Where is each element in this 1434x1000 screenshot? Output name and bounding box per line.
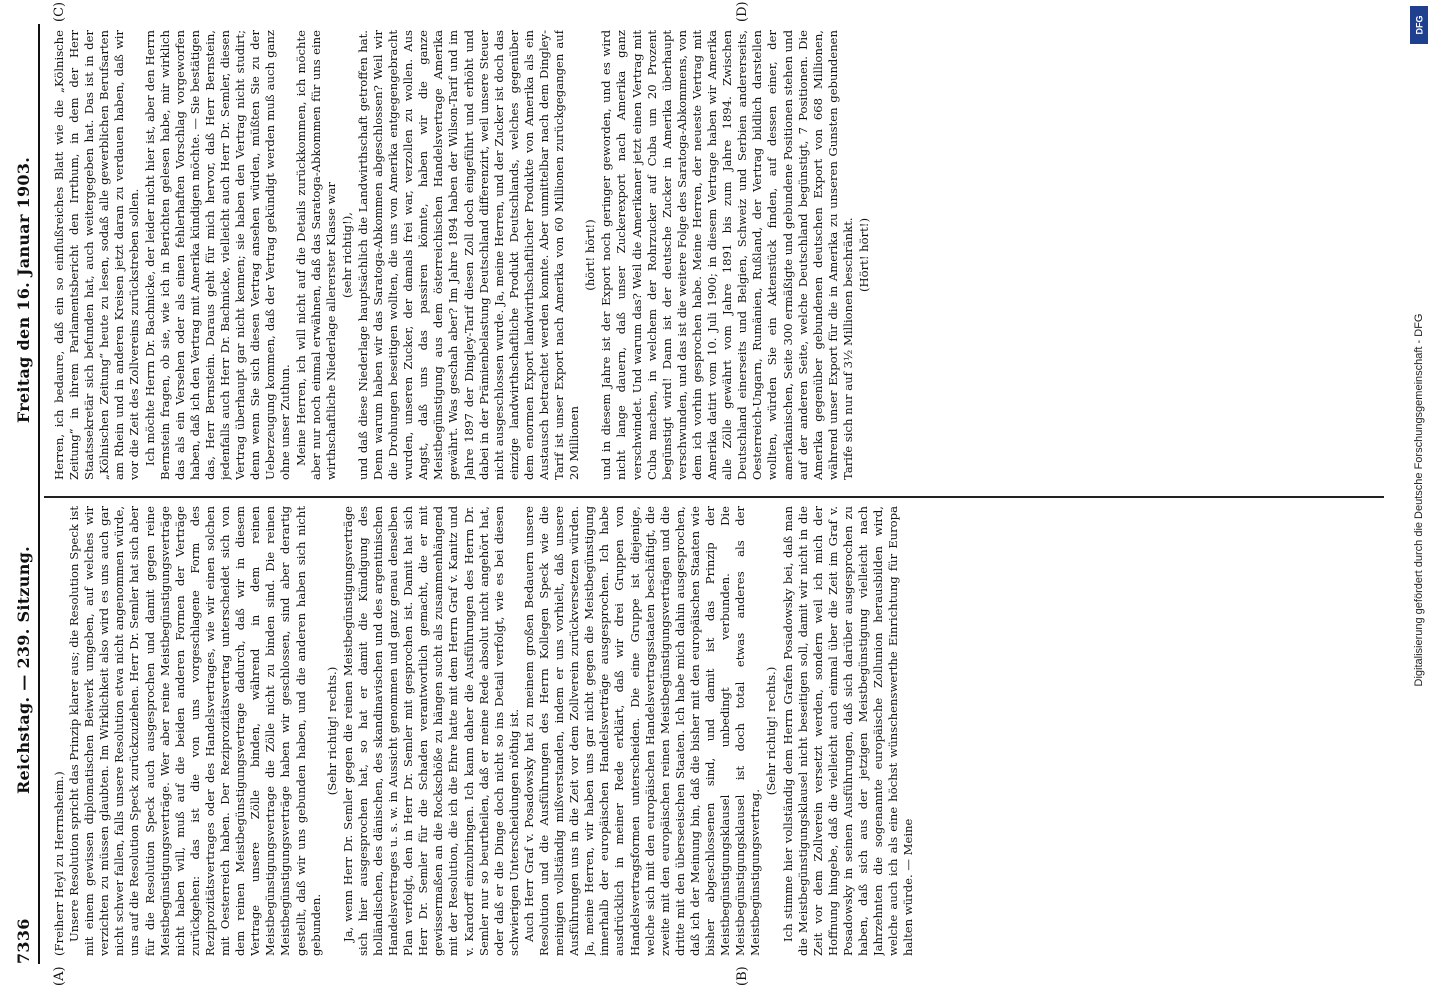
paragraph: und daß diese Niederlage hauptsächlich die Landwirthschaft getroffen hat. Denn warum haben wir das Saratoga-Abkommen abgeschlossen? Weil wir die Drohungen beseitigen wollten, die uns von Amerika entgegengebracht wurden, unseren Zucker, der damals frei war, verzollen zu wollen. Aus Angst, daß uns das passiren könnte, haben wir die ganze Meistbegünstigung aus dem österreichischen Handelsvertrage Amerika gewährt. Was geschah aber? Im Jahre 1894 haben der Wilson-Tarif und im Jahre 1897 der Dingley-Tarif diesen Zoll doch eingeführt und erhöht und dabei in der Prämienbelastung Deutschland differenzirt, weil unsere Steuer nicht ausgeschlossen wurde. Ja, meine Herren, und der Zucker ist doch das einzige landwirthschaftliche Produkt Deutschlands, welches gegenüber dem enormen Export landwirthschaftlicher Produkte von Amerika als ein Austausch betrachtet werden konnte. Aber unmittelbar nach dem Dingley-Tarif ist unser Export nach Amerika von 60 Millionen zurückgegangen auf 20 Millionen: [355, 30, 582, 480]
right-running-title: Freitag den 16. Januar 1903.: [14, 156, 33, 424]
speaker-name: (Freiherr Heyl zu Herrnsheim.): [52, 771, 66, 956]
header-rule: [38, 24, 40, 964]
interjection: (Sehr richtig! rechts.): [764, 666, 779, 796]
margin-marker-a: (A): [52, 966, 67, 986]
left-running-title: Reichstag. — 239. Sitzung.: [14, 545, 33, 795]
paragraph: Ich möchte Herrn Dr. Bachnicke, der leider nicht hier ist, aber den Herrn Bernstein fragen, ob sie, wie ich in Berichten gelesen habe, mir wirklich das als ein Versehen oder als einen fehlerhaften Vorschlag vorgeworfen haben, daß ich den Vertrag mit Amerika kündigen möchte. — Sie bestätigen das, Herr Bernstein. Daraus geht für mich hervor, daß Herr Bernstein, jedenfalls auch Herr Dr. Bachnicke, vielleicht auch Herr Dr. Semler, diesen Vertrag überhaupt gar nicht kennen; sie haben den Vertrag nicht studirt; denn wenn Sie sich diesen Vertrag ansehen würden, müßten Sie zu der Ueberzeugung kommen, daß der Vertrag gekündigt werden muß auch ganz ohne unser Zuthun.: [142, 30, 293, 480]
interjection: (Hört! hört!): [856, 218, 871, 292]
paragraph: Unsere Resolution spricht das Prinzip klarer aus; die Resolution Speck ist mit einem gewissen diplomatischen Beiwerk umgeben, auf welches wir verzichten zu müssen glaubten. Im Wirklichkeit also wird es uns auch gar nicht schwer fallen, falls unsere Resolution etwa nicht angenommen würde, uns auf die Resolution Speck zurückzuziehen. Herr Dr. Semler hat sich aber für die Resolution Speck auch ausgesprochen und damit gegen reine Meistbegünstigungsverträge. Wer aber reine Meistbegünstigungsverträge nicht haben will, muß auf die beiden anderen Formen der Verträge zurückgehen: das ist die von uns vorgeschlagene Form des Reziprozitätsvertrages oder des Handelsvertrages, wie wir einen solchen mit Oesterreich haben. Der Reziprozitätsvertrag unterscheidet sich von dem reinen Meistbegünstigungsvertrage dadurch, daß wir in diesem Vertrage unsere Zölle binden, während in dem reinen Meistbegünstigungsvertrage die Zölle nicht zu binden sind. Die reinen Meistbegünstigungsverträge haben wir geschlossen, sind aber derartig gestellt, daß wir uns gebunden haben, und die anderen haben sich nicht gebunden.: [67, 506, 323, 956]
paragraph: Ich stimme hier vollständig dem Herrn Grafen Posadowsky bei, daß man die Meistbegünstigungsklausel nicht beseitigen soll, damit wir nicht in die Zeit vor dem Zollverein versetzt werden, sondern weil ich mich der Hoffnung hingebe, daß die vielleicht auch einmal über die Zeit im Graf v. Posadowsky in seinen Ausführungen, daß sich darüber ausgesprochen zu haben, daß sich aus der jetzigen Meistbegünstigung vielleicht nach Jahrzehnten die sogenannte europäische Zollunion herausbilden wird, welche auch ich als eine höchst wünschenswerthe Einrichtung für Europa halten würde. — Meine: [780, 506, 916, 956]
margin-marker-b: (B): [735, 966, 750, 986]
attribution-strip: [1408, 0, 1430, 1000]
right-text-column: [52, 30, 1382, 480]
margin-marker-c: (C): [52, 1, 67, 22]
paragraph: Meine Herren, ich will nicht auf die Details zurückkommen, ich möchte aber nur noch einmal erwähnen, daß das Saratoga-Abkommen für uns eine wirthschaftliche Niederlage allererster Klasse war: [293, 30, 338, 480]
paragraph: Ja, wenn Herr Dr. Semler gegen die reinen Meistbegünstigungsverträge sich hier ausgesprochen hat, so hat er damit die Kündigung des holländischen, des dänischen, des skandinavischen und des argentinischen Handelsvertrages u. s. w. in Aussicht genommen und ganz genau denselben Plan verfolgt, den in Herr Dr. Semler mit gesprochen ist. Damit hat sich Herr Dr. Semler für die Schaden verantwortlich gemacht, die er mit gewissermaßen an die Rockschöße zu hängen sucht als zusammenhängend mit der Resolution, die ich die Ehre hatte mit dem Herrn Graf v. Kanitz und v. Kardorff einzubringen. Ich kann daher die Ausführungen des Herrn Dr. Semler nur so beurtheilen, daß er meine Rede absolut nicht angehört hat, oder daß er die Dinge doch nicht so ins Detail verfolgt, wie es bei diesen schwierigen Unterscheidungen nöthig ist.: [340, 506, 521, 956]
margin-marker-d: (D): [735, 1, 750, 22]
page-number: 7336: [14, 918, 33, 964]
paragraph: und in diesem Jahre ist der Export noch geringer geworden, und es wird nicht lange dauern, daß unser Zuckerexport nach Amerika ganz verschwindet. Und warum das? Weil die Amerikaner jetzt einen Vertrag mit Cuba machen, in welchem der Rohrzucker auf Cuba um 20 Prozent begünstigt wird! Dann ist der deutsche Zucker in Amerika überhaupt verschwunden, und das ist die weitere Folge des Saratoga-Abkommens, von dem ich vorhin gesprochen habe. Meine Herren, der neueste Vertrag mit Amerika datirt vom 10. Juli 1900; in diesem Vertrage haben wir Amerika alle Zölle gewährt vom Jahre 1891 bis zum Jahre 1894. Zwischen Deutschland einerseits und Belgien, Schweiz und Serbien andererseits, Oesterreich-Ungarn, Rumänien, Rußland, der Vertrag bildlich darstellen wollten, würden Sie ein Aktenstück finden, auf dessen einer, der amerikanischen, Seite 300 ermäßigte und gebundene Positionen stehen und auf der anderen Seite, welche Deutschland begünstigt, 7 Positionen. Die Amerika gegenüber gebundenen deutschen Export von 668 Millionen, während unser Export für die in Amerika zu unseren Gunsten gebundenen Tarife sich nur auf 3½ Millionen beschränkt.: [599, 30, 855, 480]
paragraph: Auch Herr Graf v. Posadowsky hat zu meinem großen Bedauern unsere Resolution und die Ausführungen des Herrn Kollegen Speck wie die meinigen vollständig mißverstanden, indem er uns vorhielt, daß unsere Ausführungen uns in die Zeit vor dem Zollverein zurückversetzen würden. Ja, meine Herren, wir haben uns gar nicht gegen die Meistbegünstigung innerhalb der europäischen Handelsverträge ausgesprochen. Ich habe ausdrücklich in meiner Rede erklärt, daß wir drei Gruppen von Handelsvertragsformen unterscheiden. Die eine Gruppe ist diejenige, welche sich mit den europäischen Handelsvertragsstaaten beschäftigt, die zweite mit den europäischen reinen Meistbegünstigungsverträgen und die dritte mit den überseeischen Staaten. Ich habe mich dahin ausgesprochen, daß ich der Meinung bin, daß die bisher mit den europäischen Staaten wie bisher abgeschlossenen sind, und damit ist das Prinzip der Meistbegünstigungsklausel unbedingt verbunden. Die Meistbegünstigungsklausel ist doch total etwas anderes als der Meistbegünstigungsvertrag.: [521, 506, 763, 956]
paragraph: Herren, ich bedaure, daß ein so einflußreiches Blatt wie die „Kölnische Zeitung“ in ihrem Parlamentsbericht den Irrthum, in dem der Herr Staatssekretär sich befunden hat, auch weitergegeben hat. Das ist in der „Kölnischen Zeitung“ heute zu lesen, sodaß alle gewerblichen Berufsarten am Rhein und in anderen Kreisen jetzt daran zu verdauen haben, daß wir vor die Zeit des Zollvereins zurückstreben sollen.: [52, 30, 142, 480]
column-divider: [44, 496, 1384, 498]
attribution-text: Digitalisierung gefördert durch die Deutsche Forschungsgemeinschaft - DFG: [1413, 313, 1425, 687]
dfg-logo: DFG: [1410, 6, 1428, 44]
interjection: (sehr richtig!),: [339, 212, 354, 298]
interjection: (Sehr richtig! rechts.): [324, 666, 339, 796]
left-text-column: [52, 506, 1382, 956]
interjection: (hört! hört!): [583, 219, 598, 291]
